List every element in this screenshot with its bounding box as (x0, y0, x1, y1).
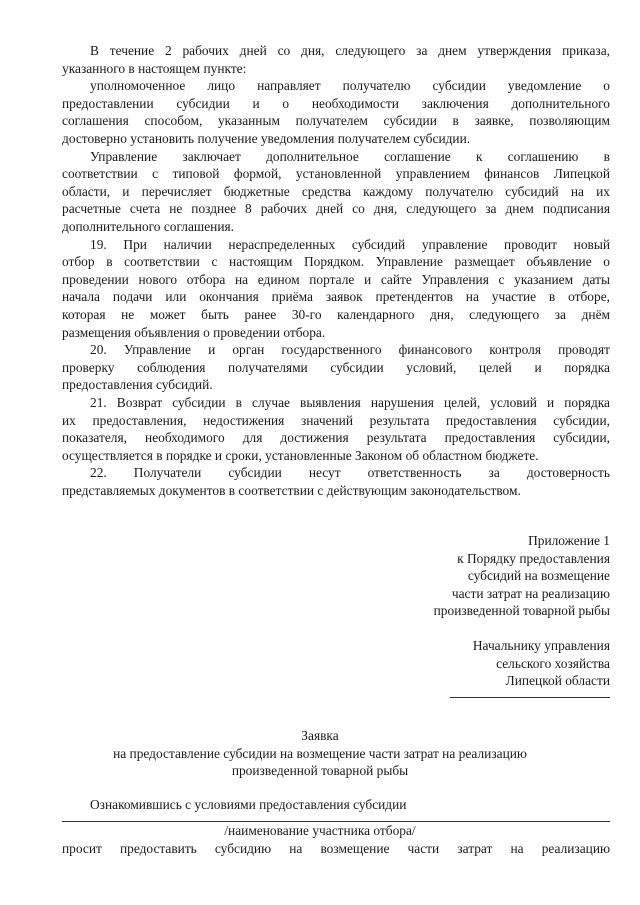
addressee-line: сельского хозяйства (496, 655, 610, 671)
paragraph-agreement-line: области, и перечисляет бюджетные средства каждому получателю субсидий на их (62, 183, 610, 199)
form-subtitle-line1: на предоставление субсидии на возмещение части затрат на реализацию (113, 745, 527, 761)
item-20-line: 20. Управление и орган государственного финансового контроля проводят (90, 342, 610, 358)
paragraph-agreement-last: дополнительного соглашения. (62, 219, 235, 234)
paragraph-agreement-line: соответствии с типовой формой, установленной управлением финансов Липецкой (62, 166, 610, 182)
participant-caption: /наименование участника отбора/ (224, 823, 416, 838)
appendix-line: произведенной товарной рыбы (433, 603, 610, 619)
item-19-last: размещения объявления о проведении отбора. (62, 324, 326, 340)
item-21-line: показателя, необходимого для достижения результата предоставления субсидии, (62, 430, 610, 446)
item-19-line: 19. При наличии нераспределенных субсидий управление проводит новый (90, 236, 610, 252)
form-title: Заявка (301, 728, 339, 743)
addressee-line: Липецкой области (505, 673, 610, 689)
item-21-last: осуществляется в порядке и сроки, установленные Законом об областном бюджете. (62, 447, 539, 463)
paragraph-notice-line: соглашения способом, указанным получателем субсидии в заявке, позволяющим (62, 113, 610, 129)
appendix-line: части затрат на реализацию (451, 585, 610, 601)
item-19-line: начала подачи или окончания приёма заявок претендентов на участие в отборе, (62, 289, 610, 305)
paragraph-notice-last: достоверно установить получение уведомления получателем субсидии. (62, 131, 471, 146)
paragraph-agreement-line: Управление заключает дополнительное соглашение к соглашению в (90, 148, 610, 164)
paragraph-notice-line: уполномоченное лицо направляет получателю субсидии уведомление о (90, 78, 610, 94)
paragraph-notice-line: предоставлении субсидии и о необходимости заключения дополнительного (62, 95, 610, 111)
item-19-line: проведении нового отбора на едином портале и сайте Управления с указанием даты (62, 271, 610, 287)
signature-line (450, 697, 610, 698)
item-22-last: представляемых документов в соответствии с действующим законодательством. (62, 483, 521, 498)
paragraph-agreement-line: расчетные счета не позднее 8 рабочих дней со дня, следующего за днем подписания (62, 201, 610, 217)
appendix-line: субсидий на возмещение (467, 568, 610, 584)
appendix-line: к Порядку предоставления (457, 550, 610, 566)
appendix-heading: Приложение 1 (528, 533, 610, 548)
item-21-line: 21. Возврат субсидии в случае выявления нарушения целей, условий и порядка (90, 395, 610, 410)
form-subtitle-line2: произведенной товарной рыбы (231, 763, 409, 779)
item-19-line: которая не может быть ранее 30-го календарного дня, следующего за днём (62, 307, 610, 322)
paragraph-intro-line2: указанного в настоящем пункте: (62, 60, 247, 76)
addressee-line: Начальнику управления (472, 638, 610, 653)
item-20-last: предоставления субсидий. (62, 377, 213, 393)
form-request-line: просит предоставить субсидию на возмещение части затрат на реализацию (62, 841, 610, 856)
paragraph-intro-line1: В течение 2 рабочих дней со дня, следующего за днем утверждения приказа, (90, 43, 610, 58)
item-21-line: их предоставления, недостижения значений результата предоставления субсидии, (62, 412, 610, 428)
item-22-line: 22. Получатели субсидии несут ответственность за достоверность (90, 465, 610, 481)
form-intro: Ознакомившись с условиями предоставления субсидии (90, 797, 407, 812)
item-19-line: отбор в соответствии с настоящим Порядком. Управление размещает объявление о (62, 254, 610, 270)
item-20-line: проверку соблюдения получателями субсидии условий, целей и порядка (62, 359, 610, 375)
